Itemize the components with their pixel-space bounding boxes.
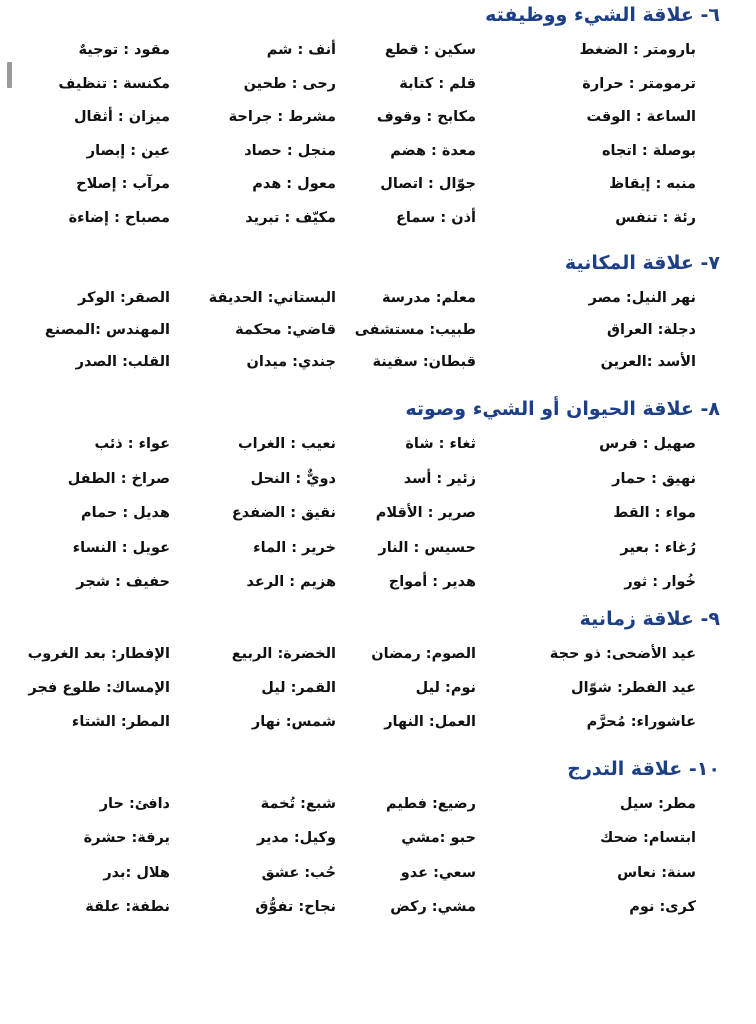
relation-pair: وكيل: مدير xyxy=(257,830,336,847)
relation-pair: خُوار : ثور xyxy=(624,574,696,590)
relation-pair: كرى: نوم xyxy=(629,898,696,915)
relation-pair: مكابح : وقوف xyxy=(376,109,476,125)
relation-pair: مشي: ركض xyxy=(390,898,476,915)
relation-pair: معدة : هضم xyxy=(390,142,476,159)
relation-pair: ميزان : أثقال xyxy=(73,109,170,125)
relation-pair: حفيف : شجر xyxy=(76,574,170,590)
relation-pair: المطر: الشتاء xyxy=(71,714,170,730)
relation-row xyxy=(0,176,756,200)
relation-pair: شبع: تُخمة xyxy=(260,796,336,812)
section-title: ٨- علاقة الحيوان أو الشيء وصوته xyxy=(405,398,720,420)
relation-pair: صهيل : فرس xyxy=(599,436,696,452)
relation-pair: الإمساك: طلوع فجر xyxy=(28,680,170,696)
relation-pair: مطر: سيل xyxy=(619,796,696,812)
relation-pair: رُغاء : بعير xyxy=(620,539,696,556)
relation-pair: الأسد :العرين xyxy=(600,354,696,370)
relation-pair: عواء : ذئب xyxy=(94,436,170,452)
relation-pair: العمل: النهار xyxy=(384,714,476,730)
relation-pair: ابتسام: ضحك xyxy=(600,830,696,847)
relation-pair: مرآب : إصلاح xyxy=(76,176,170,192)
relation-pair: حبو :مشي xyxy=(401,830,476,847)
relation-pair: سعي: عدو xyxy=(400,864,476,881)
relation-pair: نهيق : حمار xyxy=(612,470,696,487)
relation-row xyxy=(0,42,756,66)
relation-row xyxy=(0,646,756,670)
relation-pair: عاشوراء: مُحرَّم xyxy=(586,714,696,730)
relation-row xyxy=(0,574,756,598)
relation-pair: رحى : طحين xyxy=(243,75,336,92)
relation-pair: أذن : سماع xyxy=(395,209,476,226)
section-title: ١٠- علاقة التدرج xyxy=(567,758,720,780)
relation-pair: صرير : الأقلام xyxy=(375,505,476,521)
relation-pair: الإفطار: بعد الغروب xyxy=(27,646,170,662)
relation-pair: نطفة: علقة xyxy=(85,898,170,915)
relation-pair: مواء : القط xyxy=(613,505,696,521)
relation-pair: بوصلة : اتجاه xyxy=(601,142,696,159)
relation-pair: مصباح : إضاءة xyxy=(68,209,170,226)
relation-pair: هلال :بدر xyxy=(103,864,170,881)
relation-pair: ترمومتر : حرارة xyxy=(582,75,696,92)
relation-pair: عويل : النساء xyxy=(72,539,170,556)
relation-pair: نوم: ليل xyxy=(415,680,476,696)
relation-pair: حسيس : النار xyxy=(378,539,476,556)
relation-pair: مكنسة : تنظيف xyxy=(58,75,170,92)
relation-pair: القلب: الصدر xyxy=(75,354,170,370)
relation-row xyxy=(0,143,756,167)
relation-row xyxy=(0,322,756,346)
relation-pair: نعيب : الغراب xyxy=(238,436,336,452)
relation-pair: جوّال : اتصال xyxy=(380,176,476,192)
relation-row xyxy=(0,210,756,234)
relation-pair: دويٌّ : النحل xyxy=(250,470,336,487)
section-title: ٦- علاقة الشيء ووظيفته xyxy=(485,4,720,26)
relation-pair: رئة : تنفس xyxy=(615,209,696,226)
relation-pair: مكيّف : تبريد xyxy=(245,209,336,226)
relation-pair: نجاح: تفوُّق xyxy=(255,898,336,915)
relation-pair: الساعة : الوقت xyxy=(586,109,696,125)
relation-row xyxy=(0,540,756,564)
relation-pair: صراخ : الطفل xyxy=(67,470,170,487)
relation-pair: هديل : حمام xyxy=(81,505,170,521)
relation-pair: يرقة: حشرة xyxy=(83,830,170,847)
relation-row xyxy=(0,899,756,923)
relation-pair: الصقر: الوكر xyxy=(78,290,170,306)
relation-pair: ثغاء : شاة xyxy=(405,436,476,452)
relation-pair: أنف : شم xyxy=(266,42,336,58)
relation-pair: قبطان: سفينة xyxy=(372,354,476,370)
section-title: ٧- علاقة المكانية xyxy=(564,252,720,274)
relation-pair: الصوم: رمضان xyxy=(371,646,476,662)
relation-pair: قلم : كتابة xyxy=(399,75,476,92)
relation-pair: منبه : إيقاظ xyxy=(609,176,696,192)
relation-pair: هدير : أمواج xyxy=(388,574,476,590)
relation-pair: سنة: نعاس xyxy=(617,864,696,881)
relation-pair: نقيق : الضفدع xyxy=(231,505,336,521)
relation-pair: البستاني: الحديقة xyxy=(208,290,336,306)
relation-pair: معلم: مدرسة xyxy=(381,290,476,306)
section-title: ٩- علاقة زمانية xyxy=(579,608,720,630)
relation-row xyxy=(0,290,756,314)
relation-pair: طبيب: مستشفى xyxy=(354,322,476,338)
relation-pair: مقود : توجيهٌ xyxy=(78,42,170,58)
relation-row xyxy=(0,436,756,460)
relation-row xyxy=(0,714,756,738)
relation-pair: عين : إبصار xyxy=(86,142,170,159)
relation-pair: بارومتر : الضغط xyxy=(579,42,696,58)
relation-pair: معول : هدم xyxy=(252,176,336,192)
relation-pair: منجل : حصاد xyxy=(244,142,336,159)
relation-pair: دافئ: حار xyxy=(99,796,170,812)
relation-row xyxy=(0,680,756,704)
relation-row xyxy=(0,354,756,378)
relation-pair: القمر: ليل xyxy=(261,680,336,696)
relation-pair: حُب: عشق xyxy=(261,864,336,881)
relation-row xyxy=(0,109,756,133)
relation-pair: عيد الفطر: شوّال xyxy=(571,680,696,696)
relation-pair: رضيع: فطيم xyxy=(386,796,476,812)
relation-pair: سكين : قطع xyxy=(384,42,476,58)
relation-row xyxy=(0,830,756,854)
relation-pair: عيد الأضحى: ذو حجة xyxy=(549,646,696,662)
relation-pair: الخضرة: الربيع xyxy=(231,646,336,662)
relation-row xyxy=(0,471,756,495)
relation-row xyxy=(0,76,756,100)
relation-pair: زئير : أسد xyxy=(403,470,476,487)
relation-pair: دجلة: العراق xyxy=(606,322,696,338)
relation-row xyxy=(0,796,756,820)
relation-pair: مشرط : جراحة xyxy=(228,109,336,125)
relation-pair: هزيم : الرعد xyxy=(246,574,336,590)
relation-pair: خرير : الماء xyxy=(253,539,336,556)
relation-pair: المهندس :المصنع xyxy=(44,322,170,338)
relation-pair: جندي: ميدان xyxy=(246,354,336,370)
relation-pair: نهر النيل: مصر xyxy=(588,290,696,306)
relation-pair: قاضي: محكمة xyxy=(235,322,336,338)
relation-row xyxy=(0,865,756,889)
relation-pair: شمس: نهار xyxy=(251,714,336,730)
relation-row xyxy=(0,505,756,529)
